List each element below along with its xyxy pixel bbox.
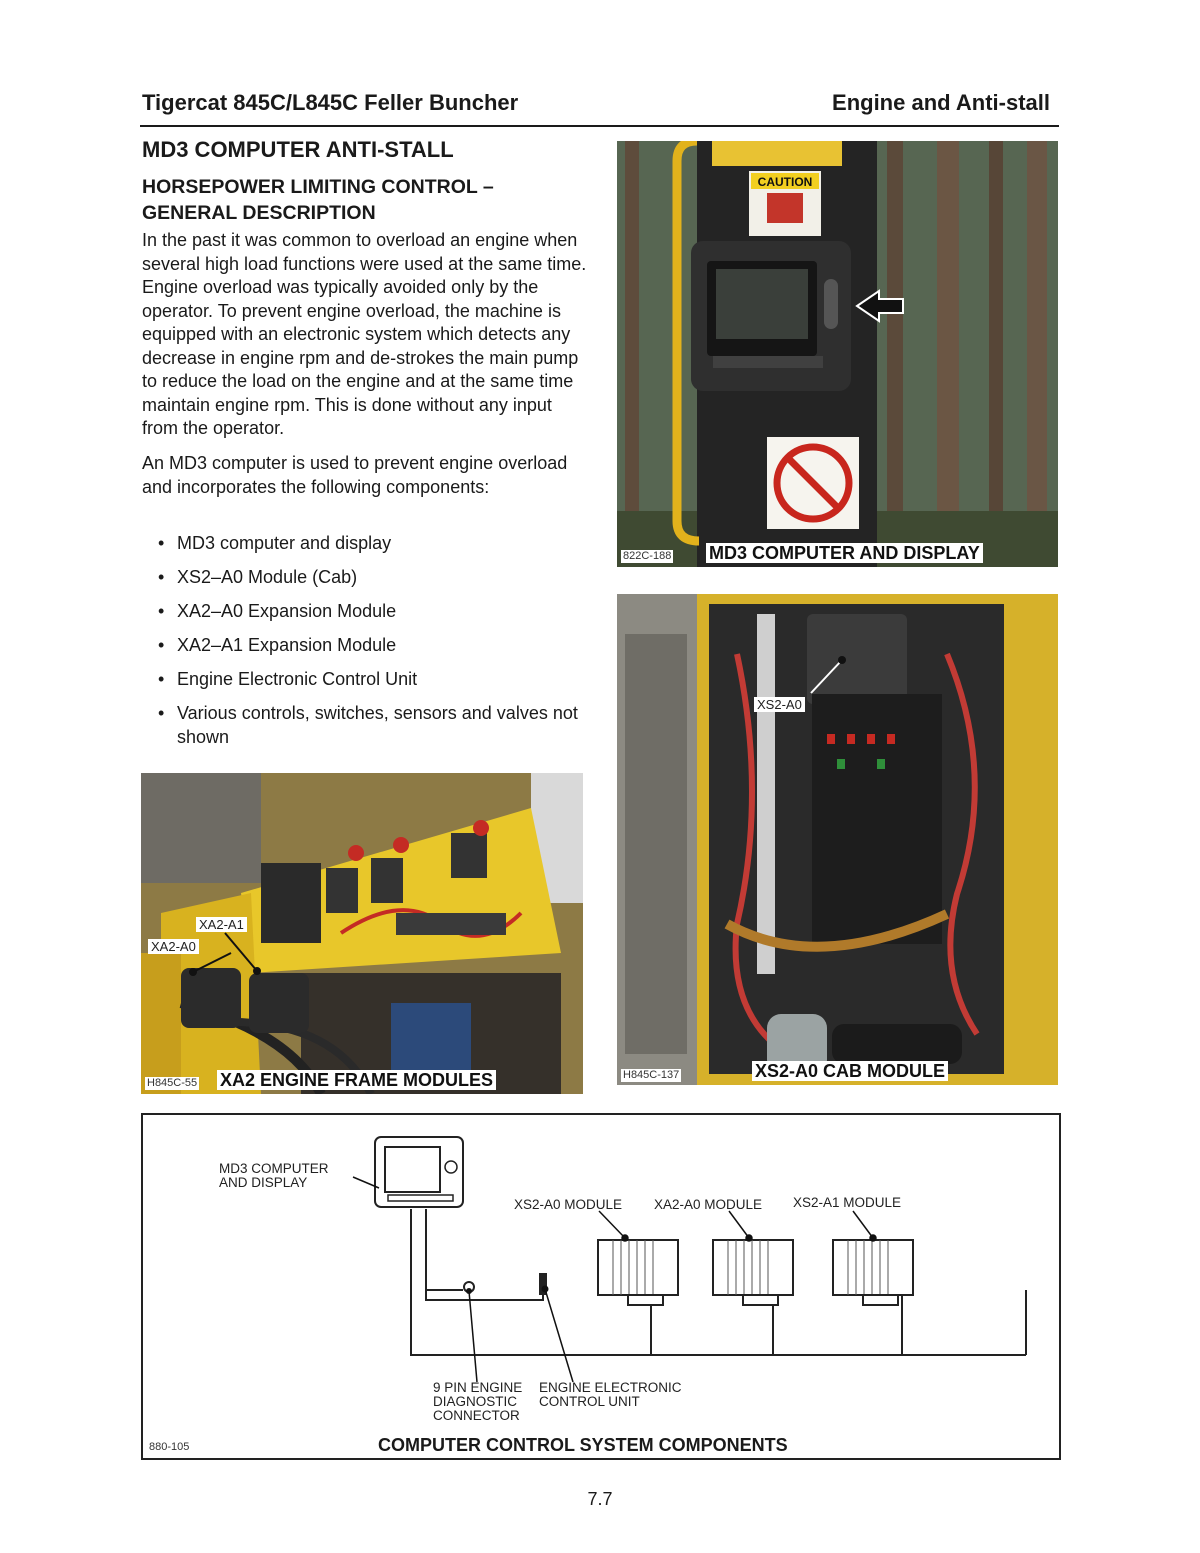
xa2-photo-illustration xyxy=(141,773,583,1094)
xs2-a0-module-label: XS2-A0 MODULE xyxy=(514,1197,623,1212)
module-icon xyxy=(598,1240,678,1305)
header-section: Engine and Anti-stall xyxy=(832,90,1050,115)
figure-id: H845C-55 xyxy=(147,1077,198,1089)
ecu-icon xyxy=(539,1273,549,1295)
module-icon xyxy=(833,1240,913,1305)
section-title: MD3 COMPUTER ANTI-STALL xyxy=(142,137,454,162)
component-list xyxy=(142,532,587,760)
xs2-a0-label: XS2-A0 xyxy=(754,697,805,712)
md3-photo-illustration xyxy=(617,141,1058,567)
xa2-a0-label: XA2-A0 xyxy=(148,939,199,954)
ecu-label: ENGINE ELECTRONIC CONTROL UNIT xyxy=(539,1380,682,1409)
list-item: • Various controls, switches, sensors and valves not shown xyxy=(142,702,587,749)
xs2-a1-module-label: XS2-A1 MODULE xyxy=(793,1195,902,1210)
caution-sign-text: CAUTION xyxy=(757,175,813,189)
photo-caption: MD3 COMPUTER AND DISPLAY xyxy=(706,543,983,563)
paragraph-1: In the past it was common to overload an engine when several high load functions were used at the same time. Engine overload was typically avoided only by the operator. To prevent engine overload, the machine is equipped with an electronic system which detects any decrease in engine rpm and de-strokes the main pump to reduce the load on the engine and at the same time maintain engine rpm. This is done without any input from the operator. xyxy=(142,230,587,438)
xa2-a1-label: XA2-A1 xyxy=(196,917,247,932)
paragraph-2: An MD3 computer is used to prevent engine overload and incorporates the following components: xyxy=(142,453,568,497)
system-diagram xyxy=(141,1113,1061,1460)
xa2-a0-module-label: XA2-A0 MODULE xyxy=(654,1197,763,1212)
diagram-caption: COMPUTER CONTROL SYSTEM COMPONENTS xyxy=(378,1435,788,1455)
md3-label: MD3 COMPUTER AND DISPLAY xyxy=(219,1161,329,1190)
figure-id: H845C-137 xyxy=(623,1069,680,1081)
xs2-photo-illustration xyxy=(617,594,1058,1085)
header-rule xyxy=(140,125,1059,127)
header-title: Tigercat 845C/L845C Feller Buncher xyxy=(142,90,519,115)
list-item: • Engine Electronic Control Unit xyxy=(142,668,587,692)
subsection-title: HORSEPOWER LIMITING CONTROL – GENERAL DESCRIPTION xyxy=(142,176,494,224)
figure-id: 822C-188 xyxy=(623,550,672,562)
diagnostic-connector-label: 9 PIN ENGINE DIAGNOSTIC CONNECTOR xyxy=(433,1380,523,1423)
photo-caption: XS2-A0 CAB MODULE xyxy=(752,1061,948,1081)
xa2-photo xyxy=(141,773,583,1094)
md3-photo xyxy=(617,141,1058,567)
list-item: • XA2–A1 Expansion Module xyxy=(142,634,587,658)
xs2-photo xyxy=(617,594,1058,1085)
module-icon xyxy=(713,1240,793,1305)
list-item: • MD3 computer and display xyxy=(142,532,587,556)
list-item: • XA2–A0 Expansion Module xyxy=(142,600,587,624)
list-item: • XS2–A0 Module (Cab) xyxy=(142,566,587,590)
photo-caption: XA2 ENGINE FRAME MODULES xyxy=(217,1070,496,1090)
page-number: 7.7 xyxy=(587,1489,613,1509)
md3-display-icon xyxy=(375,1137,463,1207)
figure-id: 880-105 xyxy=(149,1441,190,1453)
